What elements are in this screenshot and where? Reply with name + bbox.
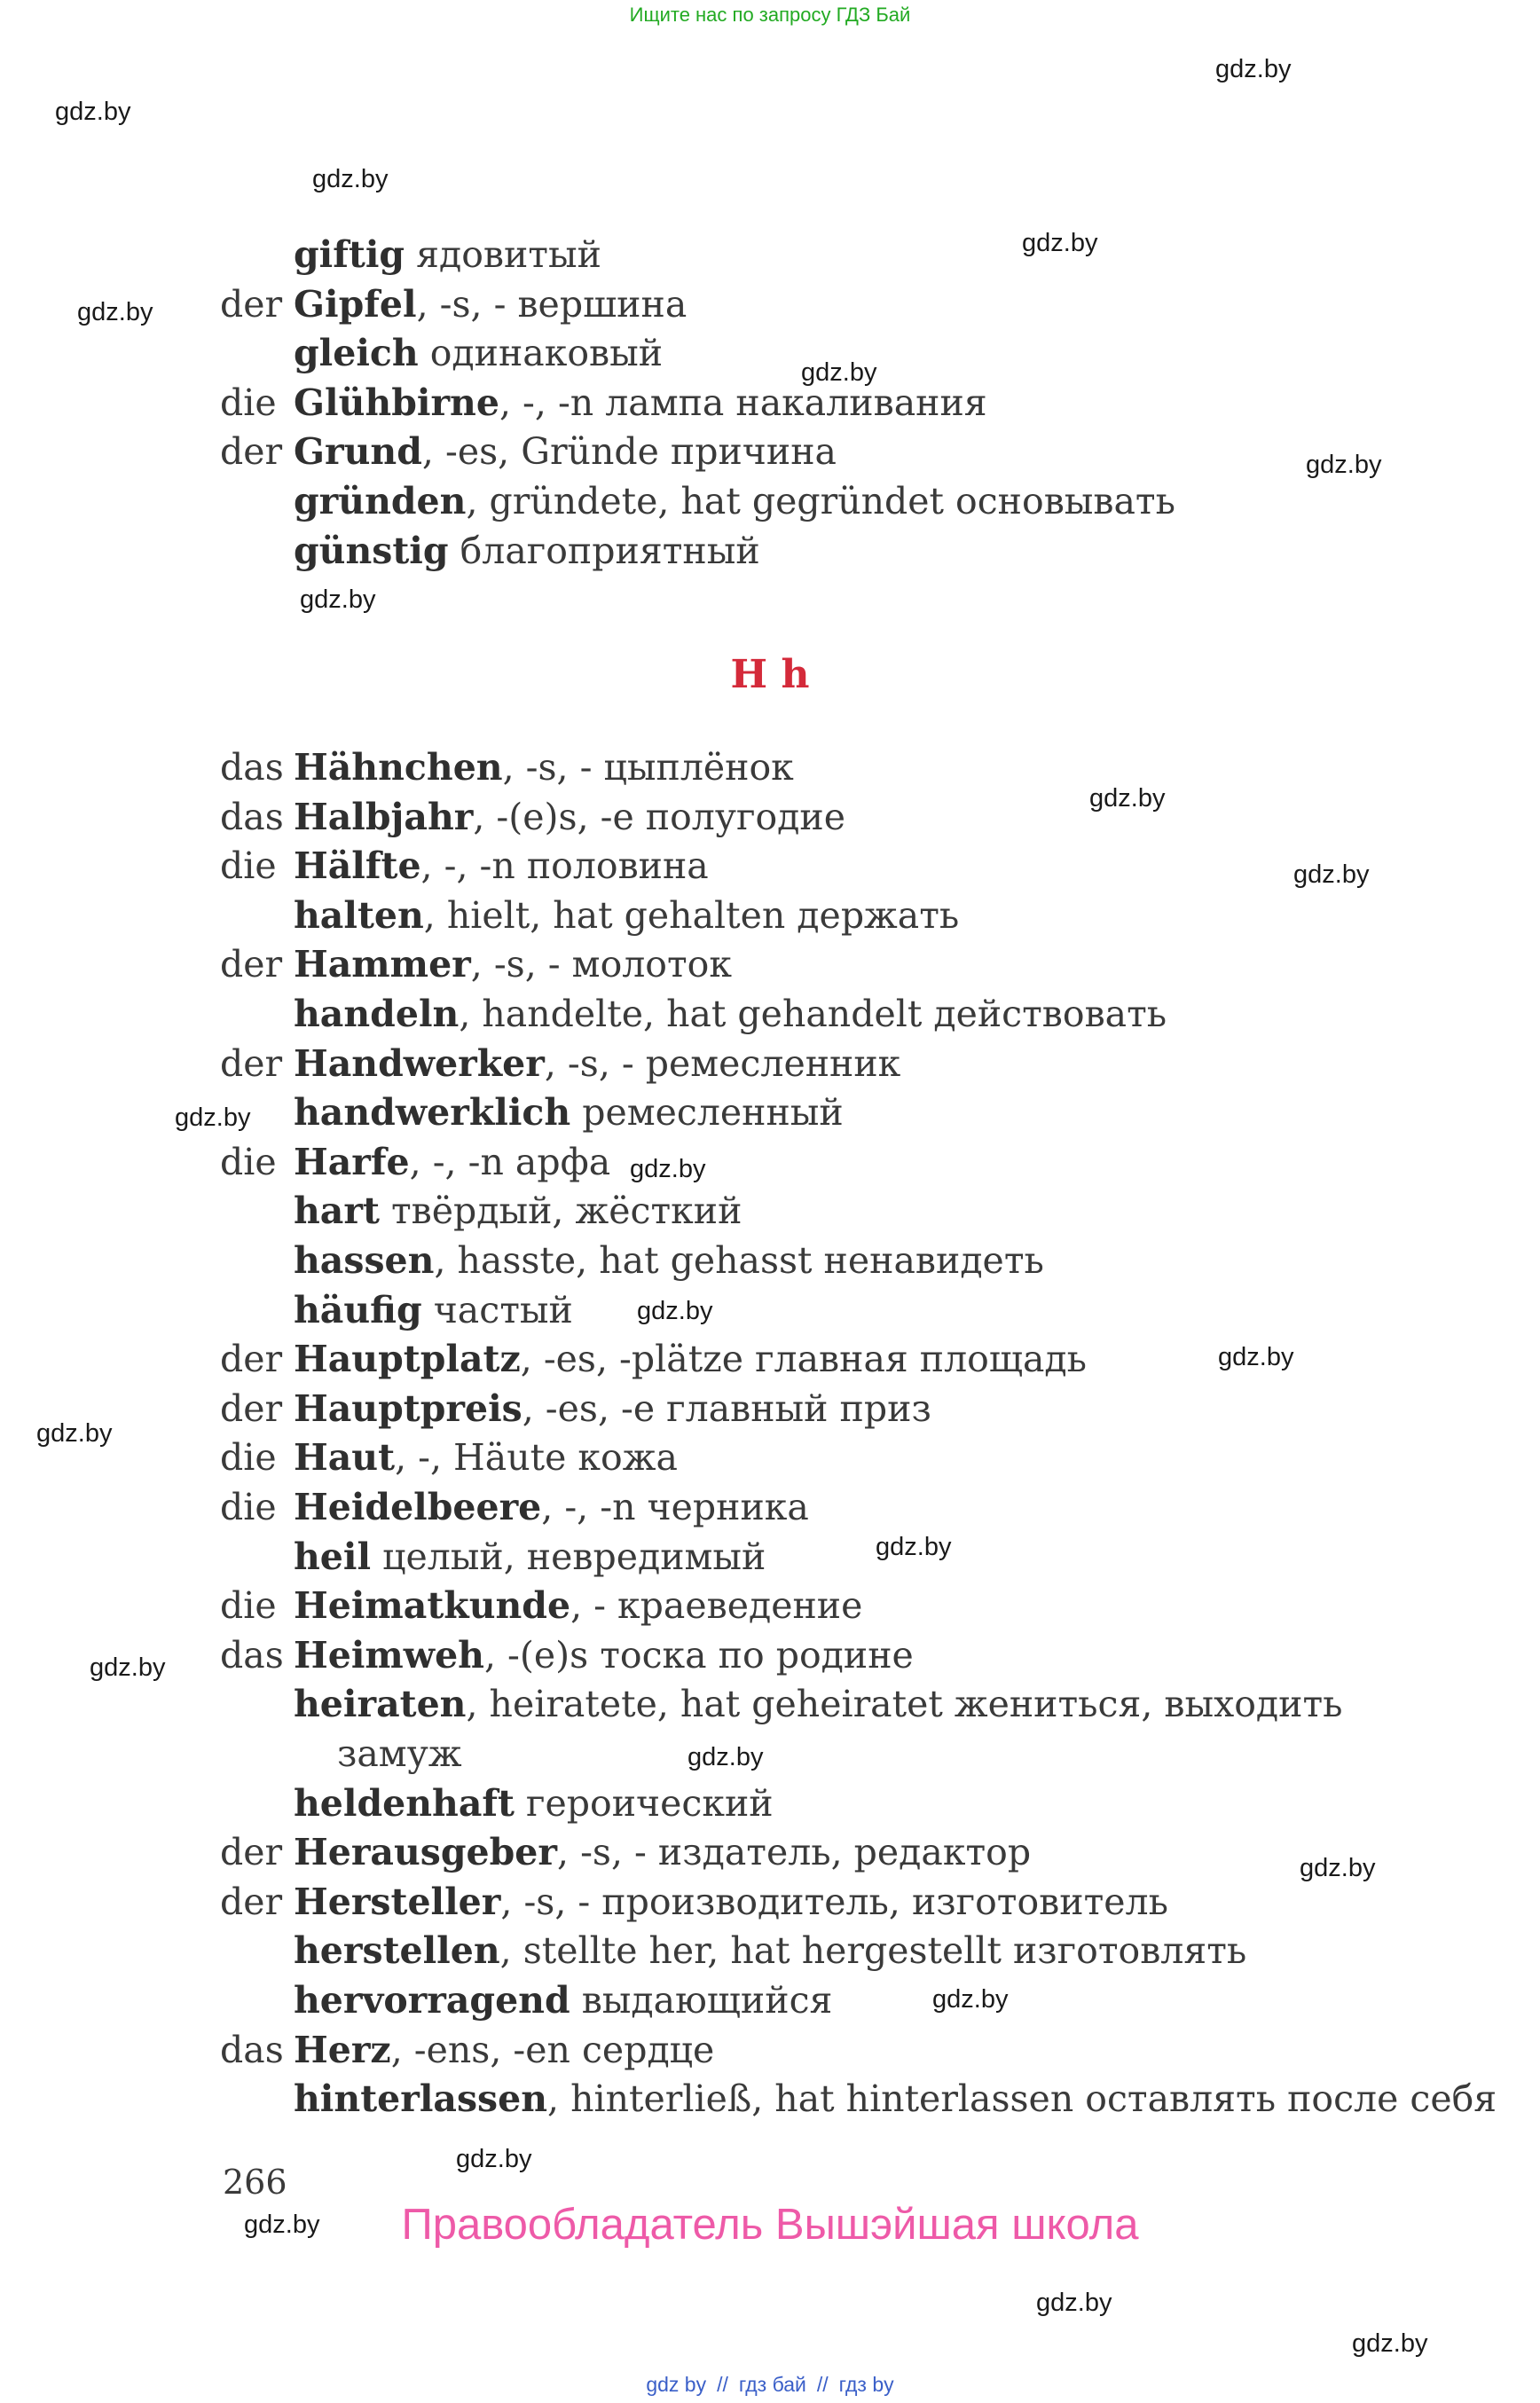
page-number: 266: [223, 2163, 287, 2202]
entry-headword: Heimweh: [294, 1633, 484, 1677]
dictionary-entry: [294, 332, 664, 375]
entry-article: der: [220, 943, 283, 986]
footer-separator: //: [717, 2373, 728, 2396]
entry-definition: , -ens, -en сердце: [390, 2028, 715, 2071]
entry-article: der: [220, 1880, 283, 1923]
entry-definition: , hinterließ, hat hinterlassen оставлять после себя: [547, 2077, 1497, 2121]
entry-definition: , handelte, hat gehandelt действовать: [459, 993, 1167, 1035]
dictionary-entry: [220, 430, 837, 474]
entry-headword: Heimatkunde: [294, 1584, 571, 1628]
watermark: gdz.by: [90, 1653, 166, 1682]
dictionary-entry: [220, 1140, 611, 1183]
entry-definition: , -, -n арфа: [409, 1140, 611, 1183]
watermark: gdz.by: [1293, 860, 1370, 889]
entry-definition: , - краеведение: [570, 1584, 863, 1628]
entry-article: der: [220, 430, 283, 474]
watermark: gdz.by: [55, 98, 131, 126]
watermark: gdz.by: [637, 1297, 713, 1325]
entry-article: die: [220, 844, 277, 888]
entry-definition: , -s, - ремесленник: [544, 1041, 901, 1085]
entry-headword: hassen: [294, 1239, 435, 1282]
dictionary-entry: [220, 1584, 863, 1628]
entry-definition: , -es, Gründe причина: [421, 430, 837, 474]
entry-article: die: [220, 1140, 277, 1183]
watermark: gdz.by: [244, 2211, 320, 2239]
entry-definition: , -, -n половина: [420, 844, 709, 888]
watermark: gdz.by: [1352, 2329, 1428, 2358]
entry-definition: героический: [514, 1781, 774, 1825]
dictionary-entry: [220, 943, 732, 986]
entry-article: der: [220, 1386, 283, 1430]
entry-headword: Hersteller: [294, 1880, 501, 1923]
dictionary-entry: [294, 480, 1175, 522]
entry-headword: hinterlassen: [294, 2077, 548, 2121]
dictionary-entry: [294, 1091, 844, 1135]
dictionary-entry: [294, 529, 760, 572]
dictionary-entry: [220, 746, 794, 789]
dictionary-entry: [294, 893, 960, 937]
dictionary-entry: [220, 1338, 1087, 1381]
entry-headword: gründen: [294, 480, 467, 522]
dictionary-entry: [220, 2028, 715, 2071]
dictionary-entry: [294, 1979, 833, 2022]
entry-definition: , gründete, hat gegründet основывать: [466, 480, 1175, 522]
entry-headword: handwerklich: [294, 1091, 571, 1135]
watermark: gdz.by: [1300, 1854, 1376, 1882]
watermark: gdz.by: [77, 298, 153, 326]
entry-definition: , heiratete, hat geheiratet жениться, выходить: [466, 1683, 1343, 1726]
footer-link-gdz-by-cyr[interactable]: гдз by: [838, 2373, 894, 2396]
entry-headword: herstellen: [294, 1929, 500, 1973]
entry-article: der: [220, 282, 283, 326]
entry-headword: Hähnchen: [294, 746, 503, 789]
entry-headword: heiraten: [294, 1683, 467, 1726]
dictionary-entry: [220, 795, 845, 838]
footer-link-gdz-bai[interactable]: гдз бай: [738, 2373, 806, 2396]
entry-definition: , -s, - молоток: [470, 943, 732, 986]
entry-definition: благоприятный: [448, 529, 760, 572]
entry-article: die: [220, 1584, 277, 1628]
watermark: gdz.by: [932, 1985, 1009, 2014]
entry-definition: , -(e)s, -e полугодие: [473, 795, 845, 838]
entry-headword: Heidelbeere: [294, 1486, 542, 1528]
header-banner[interactable]: Ищите нас по запросу ГДЗ Бай: [629, 4, 911, 26]
entry-headword: Grund: [294, 430, 422, 474]
entry-definition: одинаковый: [418, 332, 664, 375]
entry-article: die: [220, 381, 277, 424]
section-letter-h: H h: [730, 652, 810, 697]
entry-article: die: [220, 1436, 277, 1480]
entry-article: der: [220, 1831, 283, 1874]
dictionary-entry: [294, 2077, 1497, 2121]
entry-definition: твёрдый, жёсткий: [379, 1190, 742, 1233]
entry-definition: частый: [421, 1288, 573, 1331]
dictionary-entry: [220, 381, 987, 424]
dictionary-entry: [294, 1781, 774, 1825]
entry-headword: Hauptpreis: [294, 1386, 522, 1430]
entry-article: das: [220, 2028, 284, 2071]
watermark: gdz.by: [175, 1103, 251, 1132]
dictionary-entry: [294, 1683, 1343, 1726]
entry-headword: giftig: [294, 233, 405, 276]
entry-headword: häufig: [294, 1288, 422, 1331]
entry-headword: gleich: [294, 332, 419, 375]
dictionary-entry: [294, 993, 1167, 1035]
entry-headword: günstig: [294, 529, 449, 572]
footer-separator: //: [816, 2373, 829, 2396]
entry-headword: Hammer: [294, 943, 471, 986]
entry-article: das: [220, 795, 284, 838]
entry-article: die: [220, 1486, 277, 1528]
entry-headword: Hälfte: [294, 844, 421, 888]
entry-headword: hart: [294, 1190, 380, 1233]
entry-headword: Herausgeber: [294, 1831, 557, 1874]
entry-definition: , -s, - издатель, редактор: [557, 1831, 1032, 1874]
dictionary-entry: [220, 1386, 931, 1430]
watermark: gdz.by: [1306, 451, 1382, 479]
entry-headword: Haut: [294, 1436, 396, 1480]
entry-definition: , -s, - производитель, изготовитель: [500, 1880, 1168, 1923]
entry-definition: выдающийся: [570, 1979, 833, 2022]
entry-definition: , -, -n черника: [541, 1486, 809, 1528]
entry-definition: , -, -n лампа накаливания: [499, 381, 987, 424]
entry-definition: , stellte her, hat hergestellt изготовлять: [499, 1929, 1247, 1973]
watermark: gdz.by: [1089, 784, 1166, 813]
dictionary-entry: [220, 1486, 809, 1528]
entry-headword: hervorragend: [294, 1979, 570, 2022]
watermark: gdz.by: [1022, 229, 1098, 257]
dictionary-entry: [337, 1732, 462, 1775]
dictionary-entry: [220, 1436, 678, 1480]
watermark: gdz.by: [801, 358, 877, 387]
dictionary-entry: [220, 1831, 1032, 1874]
watermark: gdz.by: [1215, 55, 1292, 83]
footer-links: [0, 2373, 1540, 2397]
watermark: gdz.by: [688, 1743, 764, 1771]
dictionary-entry: [294, 1190, 742, 1233]
entry-headword: heldenhaft: [294, 1781, 515, 1825]
watermark: gdz.by: [300, 585, 376, 614]
entry-definition: , -(e)s тоска по родине: [483, 1633, 914, 1677]
entry-headword: Herz: [294, 2028, 391, 2071]
dictionary-entry: [294, 1239, 1044, 1282]
entry-definition: замуж: [337, 1732, 462, 1775]
dictionary-entry: [294, 1535, 766, 1578]
entry-headword: handeln: [294, 993, 460, 1035]
entry-headword: Handwerker: [294, 1041, 545, 1085]
dictionary-entry: [220, 1633, 914, 1677]
entry-headword: Hauptplatz: [294, 1338, 521, 1381]
dictionary-entry: [294, 1929, 1247, 1973]
watermark: gdz.by: [36, 1419, 113, 1448]
entry-definition: ремесленный: [570, 1091, 844, 1135]
entry-article: das: [220, 746, 284, 789]
entry-definition: ядовитый: [405, 233, 601, 276]
watermark: gdz.by: [1036, 2289, 1112, 2317]
footer-link-gdz-by[interactable]: gdz by: [646, 2373, 707, 2396]
entry-definition: , -, Häute кожа: [395, 1436, 678, 1480]
entry-article: der: [220, 1041, 283, 1085]
dictionary-entry: [220, 1880, 1168, 1923]
entry-headword: halten: [294, 893, 424, 937]
entry-definition: , -es, -e главный приз: [522, 1386, 931, 1430]
watermark: gdz.by: [876, 1533, 952, 1561]
entry-headword: Halbjahr: [294, 795, 474, 838]
dictionary-entry: [220, 844, 709, 888]
entry-article: der: [220, 1338, 283, 1381]
entry-headword: Gipfel: [294, 282, 417, 326]
entry-headword: Harfe: [294, 1140, 410, 1183]
entry-definition: , -s, - вершина: [416, 282, 688, 326]
dictionary-entry: [220, 1041, 901, 1085]
dictionary-entry: [294, 233, 601, 276]
dictionary-entry: [220, 282, 688, 326]
entry-definition: целый, невредимый: [371, 1535, 766, 1578]
entry-article: das: [220, 1633, 284, 1677]
watermark: gdz.by: [1218, 1343, 1294, 1371]
entry-definition: , -s, - цыплёнок: [502, 746, 794, 789]
watermark: gdz.by: [456, 2145, 532, 2173]
watermark: gdz.by: [630, 1155, 706, 1183]
entry-headword: heil: [294, 1535, 372, 1578]
entry-definition: , hasste, hat gehasst ненавидеть: [434, 1239, 1044, 1282]
entry-definition: , -es, -plätze главная площадь: [520, 1338, 1087, 1381]
entry-definition: , hielt, hat gehalten держать: [423, 893, 960, 937]
dictionary-entry: [294, 1288, 573, 1331]
copyright-notice: Правообладатель Вышэйшая школа: [401, 2201, 1139, 2249]
watermark: gdz.by: [312, 165, 389, 193]
entry-headword: Glühbirne: [294, 381, 499, 424]
